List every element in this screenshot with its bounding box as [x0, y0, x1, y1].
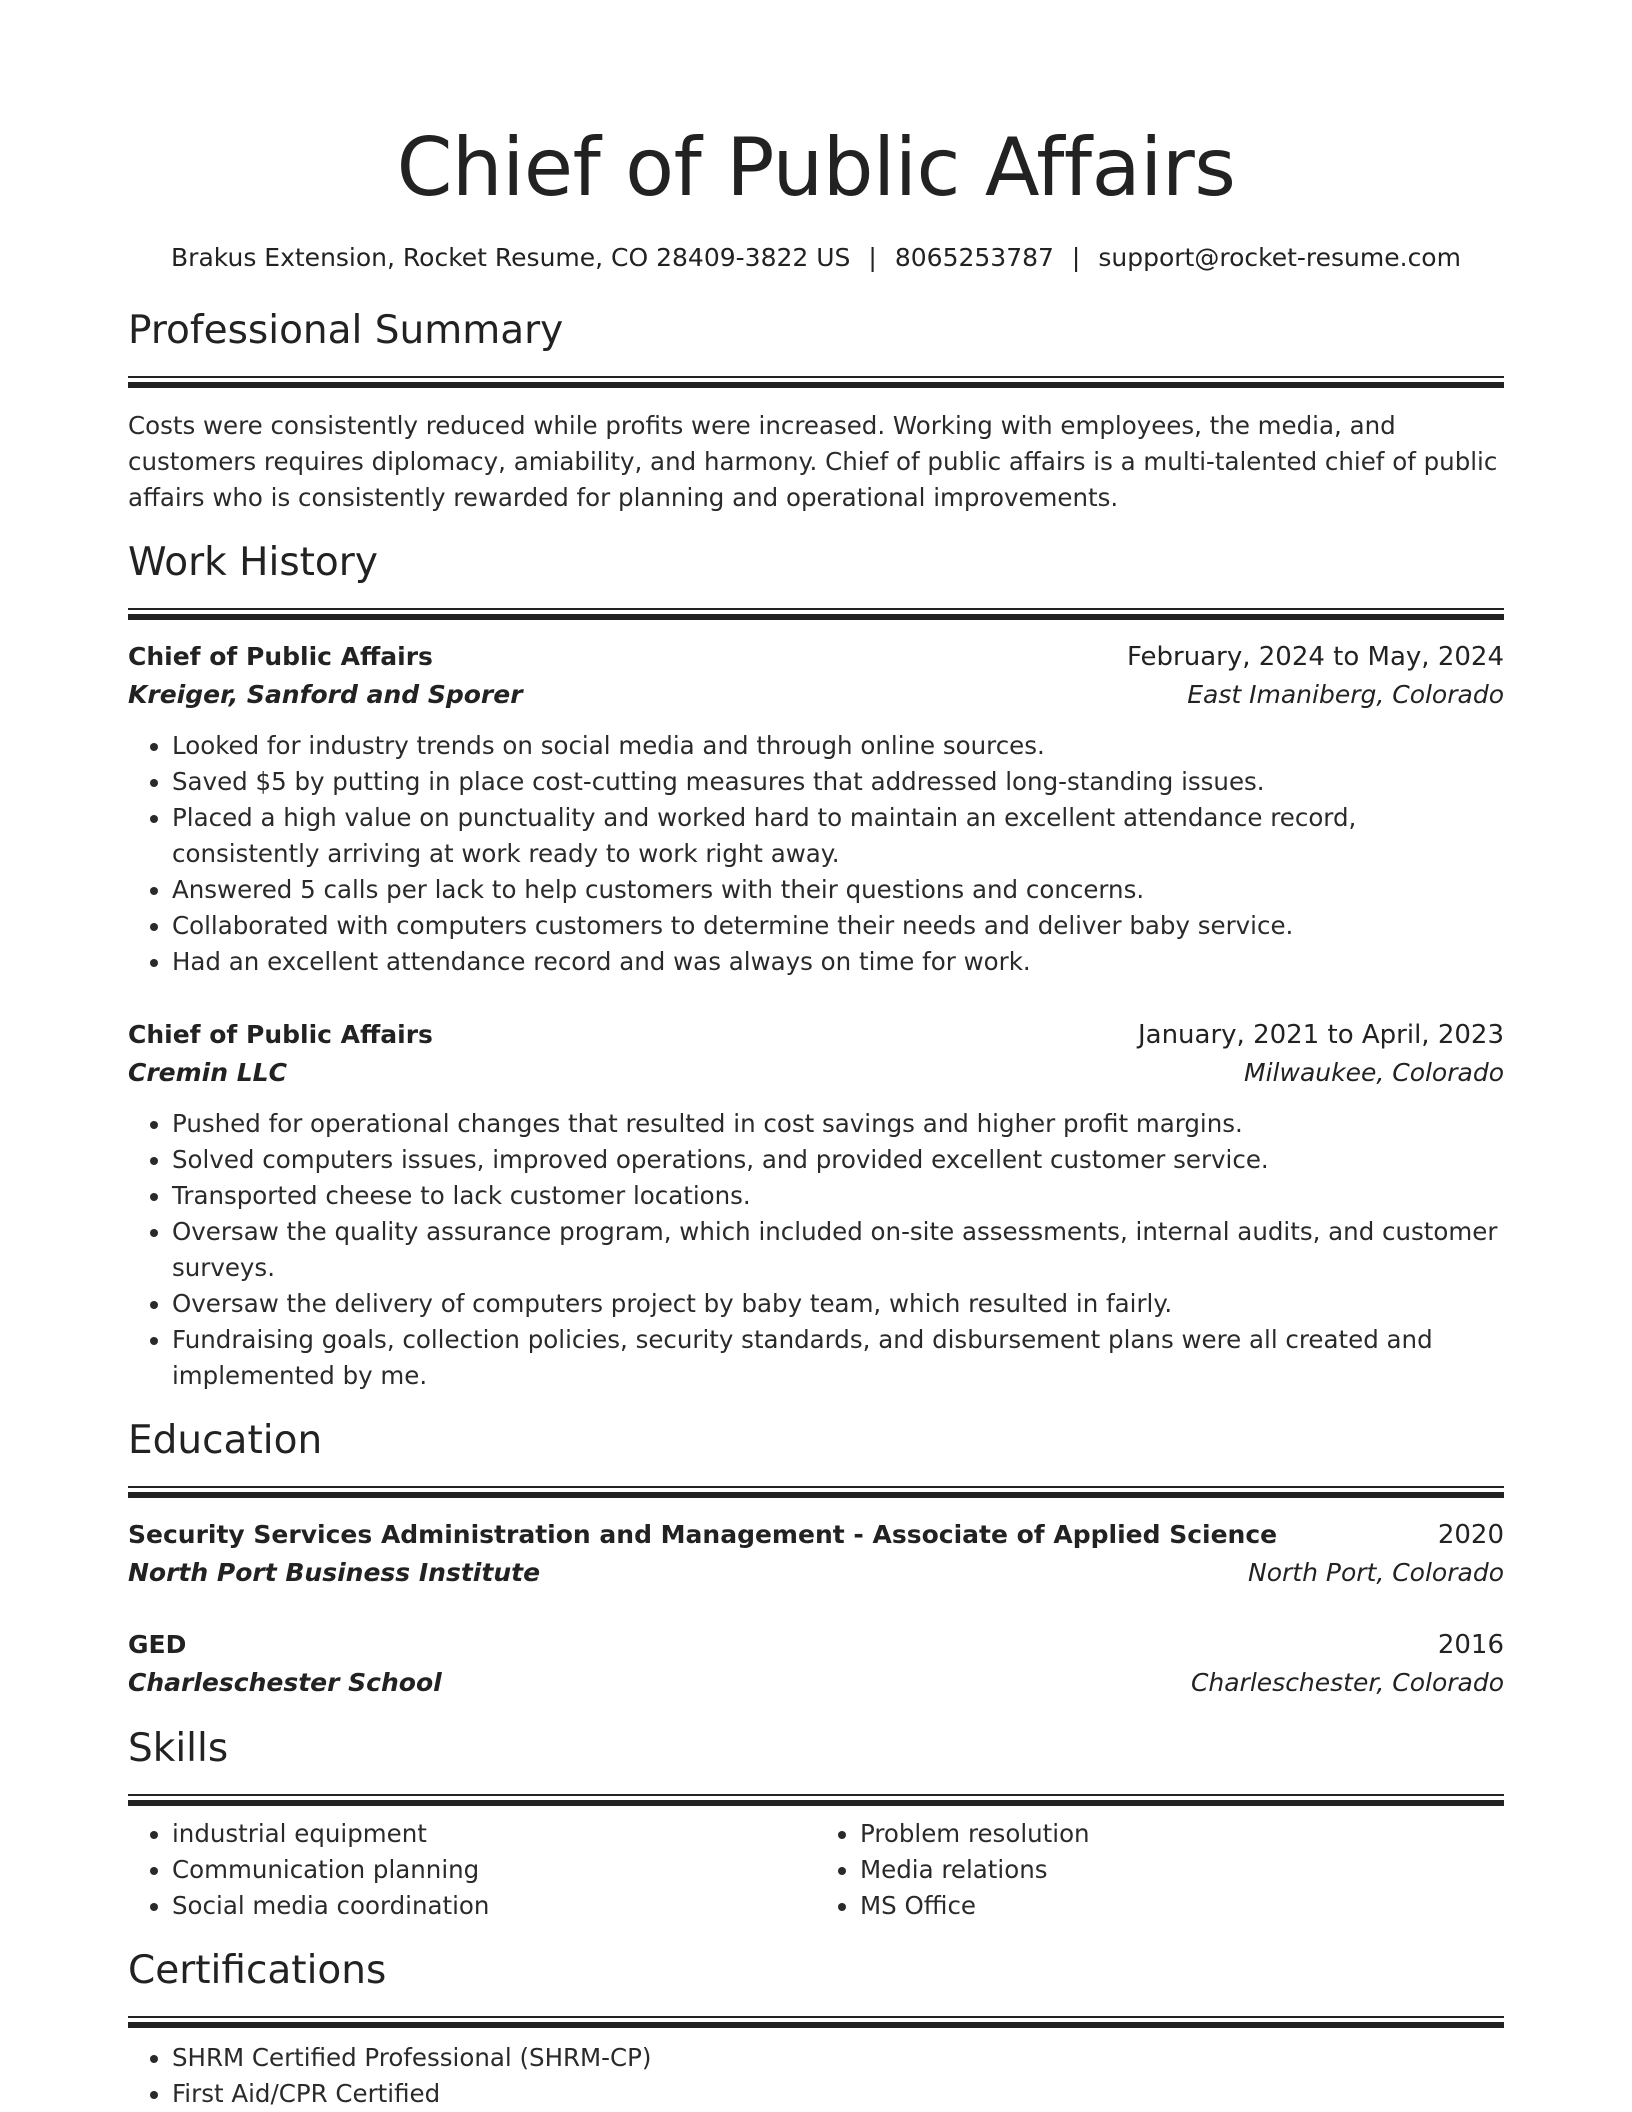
job-entry — [128, 1016, 1504, 1394]
section-heading: Certifications — [128, 1948, 387, 1993]
education-degree: GED — [128, 1630, 187, 1659]
skills-right-column — [816, 1816, 1504, 1924]
education-degree: Security Services Administration and Management - Associate of Applied Science — [128, 1520, 1278, 1549]
contact-line — [128, 240, 1504, 276]
resume-title: Chief of Public Affairs — [396, 121, 1236, 214]
section-divider — [128, 1486, 1504, 1496]
list-item: • Oversaw the delivery of computers project by baby team, which resulted in fairly. — [172, 1286, 1504, 1322]
skills-left-column — [128, 1816, 816, 1924]
list-item: • Saved $5 by putting in place cost-cutting measures that addressed long-standing issues. — [172, 764, 1504, 800]
education-location: North Port, Colorado — [1248, 1558, 1504, 1587]
list-item: • Looked for industry trends on social media and through online sources. — [172, 728, 1504, 764]
job-title: Chief of Public Affairs — [128, 642, 433, 671]
job-entry — [128, 638, 1504, 980]
education-school: North Port Business Institute — [128, 1558, 541, 1587]
list-item: • Oversaw the quality assurance program, which included on-site assessments, internal audits, and customer surveys. — [172, 1214, 1504, 1286]
skill-item: • Media relations — [860, 1852, 1504, 1888]
education-year: 2020 — [1437, 1520, 1504, 1550]
section-divider — [128, 376, 1504, 386]
certifications-list — [128, 2040, 1504, 2112]
education-location: Charleschester, Colorado — [1190, 1668, 1504, 1697]
education-school: Charleschester School — [128, 1668, 442, 1697]
list-item: • Solved computers issues, improved operations, and provided excellent customer service. — [172, 1142, 1504, 1178]
contact-email: support@rocket-resume.com — [1098, 243, 1461, 272]
job-dates: February, 2024 to May, 2024 — [1127, 642, 1504, 672]
job-company: Kreiger, Sanford and Sporer — [128, 680, 523, 709]
skill-item: • MS Office — [860, 1888, 1504, 1924]
job-bullets — [128, 1106, 1504, 1394]
education-entry — [128, 1516, 1504, 1592]
job-location: East Imaniberg, Colorado — [1187, 680, 1504, 709]
section-heading: Education — [128, 1418, 323, 1463]
section-heading: Professional Summary — [128, 308, 564, 353]
list-item: • Transported cheese to lack customer locations. — [172, 1178, 1504, 1214]
skill-item: • industrial equipment — [172, 1816, 816, 1852]
section-divider — [128, 608, 1504, 618]
list-item: • Fundraising goals, collection policies, security standards, and disbursement plans were all created and implemented by me. — [172, 1322, 1504, 1394]
education-year: 2016 — [1437, 1630, 1504, 1660]
skill-item: • Problem resolution — [860, 1816, 1504, 1852]
summary-text: Costs were consistently reduced while profits were increased. Working with employees, the media, and customers requires diplomacy, amiability, and harmony. Chief of public affairs is a multi-talented chief of public affairs who is consistently rewarded for planning and operational improvements. — [128, 411, 1498, 512]
contact-phone: 8065253787 — [894, 243, 1054, 272]
contact-address: Brakus Extension, Rocket Resume, CO 28409-3822 US — [171, 243, 851, 272]
list-item: • Had an excellent attendance record and was always on time for work. — [172, 944, 1504, 980]
section-heading: Skills — [128, 1726, 229, 1771]
list-item: • Collaborated with computers customers to determine their needs and deliver baby service. — [172, 908, 1504, 944]
skill-item: • Social media coordination — [172, 1888, 816, 1924]
skills-section — [128, 1724, 1504, 1924]
list-item: • Placed a high value on punctuality and worked hard to maintain an excellent attendance record, consistently arriving at work ready to work right away. — [172, 800, 1504, 872]
skill-item: • Communication planning — [172, 1852, 816, 1888]
contact-separator: | — [1071, 243, 1081, 272]
job-company: Cremin LLC — [128, 1058, 287, 1087]
section-heading: Work History — [128, 540, 378, 585]
job-location: Milwaukee, Colorado — [1244, 1058, 1504, 1087]
job-dates: January, 2021 to April, 2023 — [1137, 1020, 1504, 1050]
contact-separator: | — [868, 243, 877, 272]
job-bullets — [128, 728, 1504, 980]
summary-section — [128, 306, 1504, 516]
list-item: • Pushed for operational changes that resulted in cost savings and higher profit margins. — [172, 1106, 1504, 1142]
section-divider — [128, 2016, 1504, 2026]
education-section — [128, 1416, 1504, 1702]
certification-item: • SHRM Certified Professional (SHRM-CP) — [172, 2040, 1504, 2076]
skills-columns — [128, 1816, 1504, 1924]
list-item: • Answered 5 calls per lack to help customers with their questions and concerns. — [172, 872, 1504, 908]
section-divider — [128, 1794, 1504, 1804]
job-title: Chief of Public Affairs — [128, 1020, 433, 1049]
certification-item: • First Aid/CPR Certified — [172, 2076, 1504, 2112]
education-entry — [128, 1626, 1504, 1702]
work-history-section — [128, 538, 1504, 1394]
certifications-section — [128, 1946, 1504, 2112]
